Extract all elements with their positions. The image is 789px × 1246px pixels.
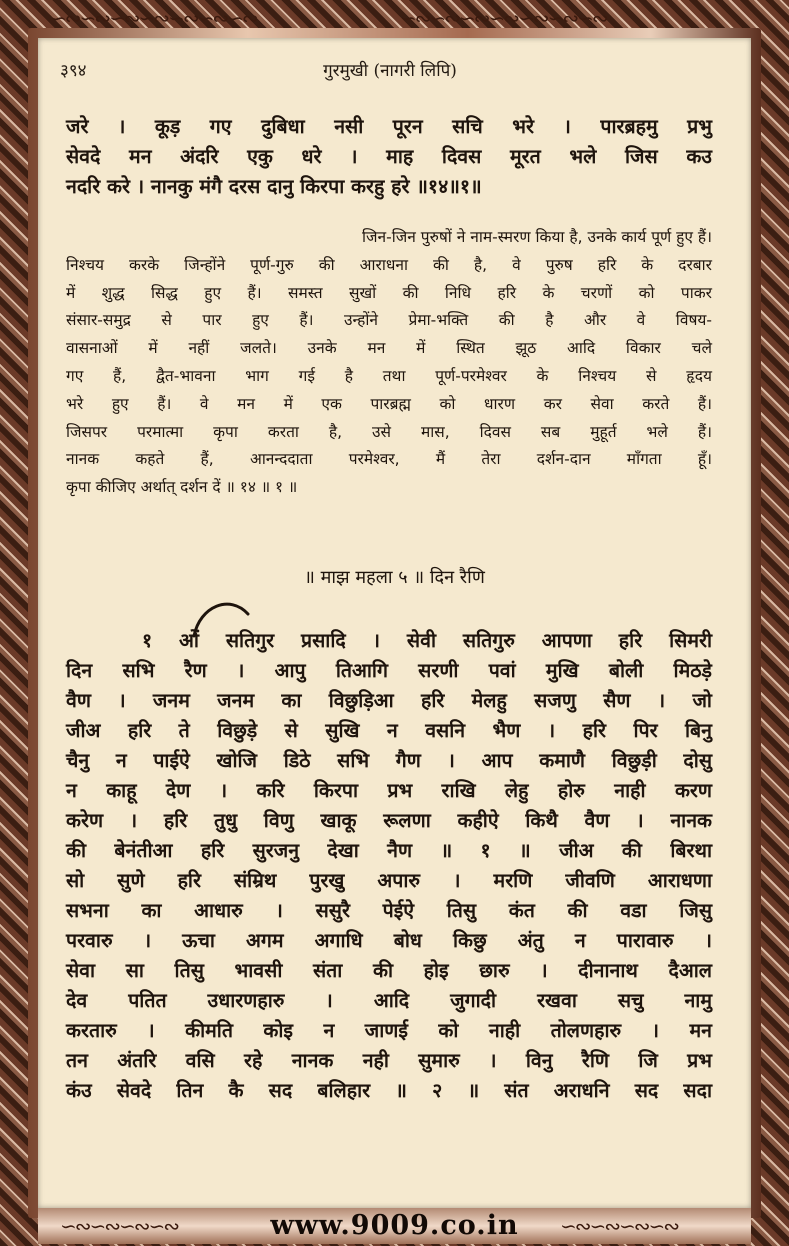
commentary-line: नानक कहते हैं, आनन्ददाता परमेश्वर, मैं तेरा दर्शन-दान माँगता हूँ।	[66, 450, 712, 469]
gurbani-main-line: सेवा सा तिसु भावसी संता की होइ छारु । दीनानाथ दैआल	[66, 959, 712, 982]
gurbani-main-line: कंउ सेवदे तिन कै सद बलिहार ॥ २ ॥ संत अराधनि सद सदा	[66, 1079, 712, 1102]
gurbani-main-line: सो सुणे हरि संम्रिथ पुरखु अपारु । मरणि जीवणि आराधणा	[66, 869, 712, 892]
gurbani-top-line: नदरि करे । नानकु मंगै दरस दानु किरपा करहु हरे ॥१४॥१॥	[66, 175, 482, 198]
bottom-flourish-left: ∽∾∽∾∽∾∽∾	[60, 1214, 179, 1238]
gurbani-main-line: करतारु । कीमति कोइ न जाणई को नाही तोलणहारु । मन	[66, 1019, 712, 1042]
gurbani-main-line: दिन सभि रैण । आपु तिआगि सरणी पवां मुखि बोली मिठड़े	[66, 659, 712, 682]
gurbani-top-line: सेवदे मन अंदरि एकु धरे । माह दिवस मूरत भले जिस कउ	[66, 145, 712, 168]
page-header	[60, 58, 720, 88]
running-title: गुरमुखी (नागरी लिपि)	[323, 61, 457, 81]
commentary-line: भरे हुए हैं। वे मन में एक पारब्रह्म को धारण कर सेवा करते हैं।	[66, 394, 712, 413]
gurbani-main-line: करेण । हरि तुधु विणु खाकू रूलणा कहीऐ किथै वैण । नानक	[66, 809, 712, 832]
commentary-block	[66, 224, 712, 502]
commentary-line: निश्चय करके जिन्होंने पूर्ण-गुरु की आराधना की है, वे पुरुष हरि के दरबार	[66, 255, 712, 274]
top-flourish-left: ∽∾∽∾∽∾∽∾∽∾∽∾∽∾	[50, 6, 257, 30]
gurbani-top-block	[66, 112, 712, 202]
section-heading: ॥ माझ महला ५ ॥ दिन रैणि	[304, 567, 485, 588]
commentary-line: जिन-जिन पुरुषों ने नाम-स्मरण किया है, उनके कार्य पूर्ण हुए हैं।	[362, 228, 712, 246]
gurbani-main-line: जीअ हरि ते विछुड़े से सुखि न वसनि भैण । हरि पिर बिनु	[66, 719, 712, 742]
commentary-line: में शुद्ध सिद्ध हुए हैं। समस्त सुखों की निधि हरि के चरणों को पाकर	[66, 283, 712, 302]
gurbani-top-line: जरे । कूड़ गए दुबिधा नसी पूरन सचि भरे । पारब्रहमु प्रभु	[66, 115, 712, 138]
gurbani-main-line: सभना का आधारु । ससुरै पेईऐ तिसु कंत की वडा जिसु	[66, 899, 712, 922]
gurbani-main-line: न काहू देण । करि किरपा प्रभ राखि लेहु होरु नाही करण	[66, 779, 712, 802]
bottom-flourish-right: ∽∾∽∾∽∾∽∾	[560, 1214, 679, 1238]
footer-url-link[interactable]: www.9009.co.in	[270, 1210, 519, 1241]
gurbani-main-line: चैनु न पाईऐ खोजि डिठे सभि गैण । आप कमाणै विछुड़ी दोसु	[66, 749, 712, 772]
commentary-line: गए हैं, द्वैत-भावना भाग गई है तथा पूर्ण-परमेश्वर के निश्चय से हृदय	[66, 366, 712, 385]
gurbani-main-line: तन अंतरि वसि रहे नानक नही सुमारु । विनु रैणि जि प्रभ	[66, 1049, 712, 1072]
commentary-line: वासनाओं में नहीं जलते। उनके मन में स्थित झूठ आदि विकार चले	[66, 339, 712, 358]
gurbani-main-line: देव पतित उधारणहारु । आदि जुगादी रखवा सचु नामु	[66, 989, 712, 1012]
gurbani-main-line: की बेनंतीआ हरि सुरजनु देखा नैण ॥ १ ॥ जीअ की बिरथा	[66, 839, 712, 862]
gurbani-main-line: १ ओं सतिगुर प्रसादि । सेवी सतिगुरु आपणा हरि सिमरी	[142, 629, 712, 652]
top-flourish-right: ∽∾∽∾∽∾∽∾∽∾∽∾∽∾	[400, 6, 607, 30]
commentary-line: कृपा कीजिए अर्थात् दर्शन दें ॥ १४ ॥ १ ॥	[66, 478, 298, 497]
gurbani-main-block	[66, 626, 712, 1106]
page-number: ३९४	[60, 61, 87, 81]
commentary-line: जिसपर परमात्मा कृपा करता है, उसे मास, दिवस सब मुहूर्त भले हैं।	[66, 422, 712, 441]
gurbani-main-line: वैण । जनम जनम का विछुड़िआ हरि मेलहु सजणु सैण । जो	[66, 689, 712, 712]
gurbani-main-line: परवारु । ऊचा अगम अगाधि बोध किछु अंतु न पारावारु ।	[66, 929, 712, 952]
commentary-line: संसार-समुद्र से पार हुए हैं। उन्होंने प्रेमा-भक्ति की है और वे विषय-	[66, 311, 712, 330]
